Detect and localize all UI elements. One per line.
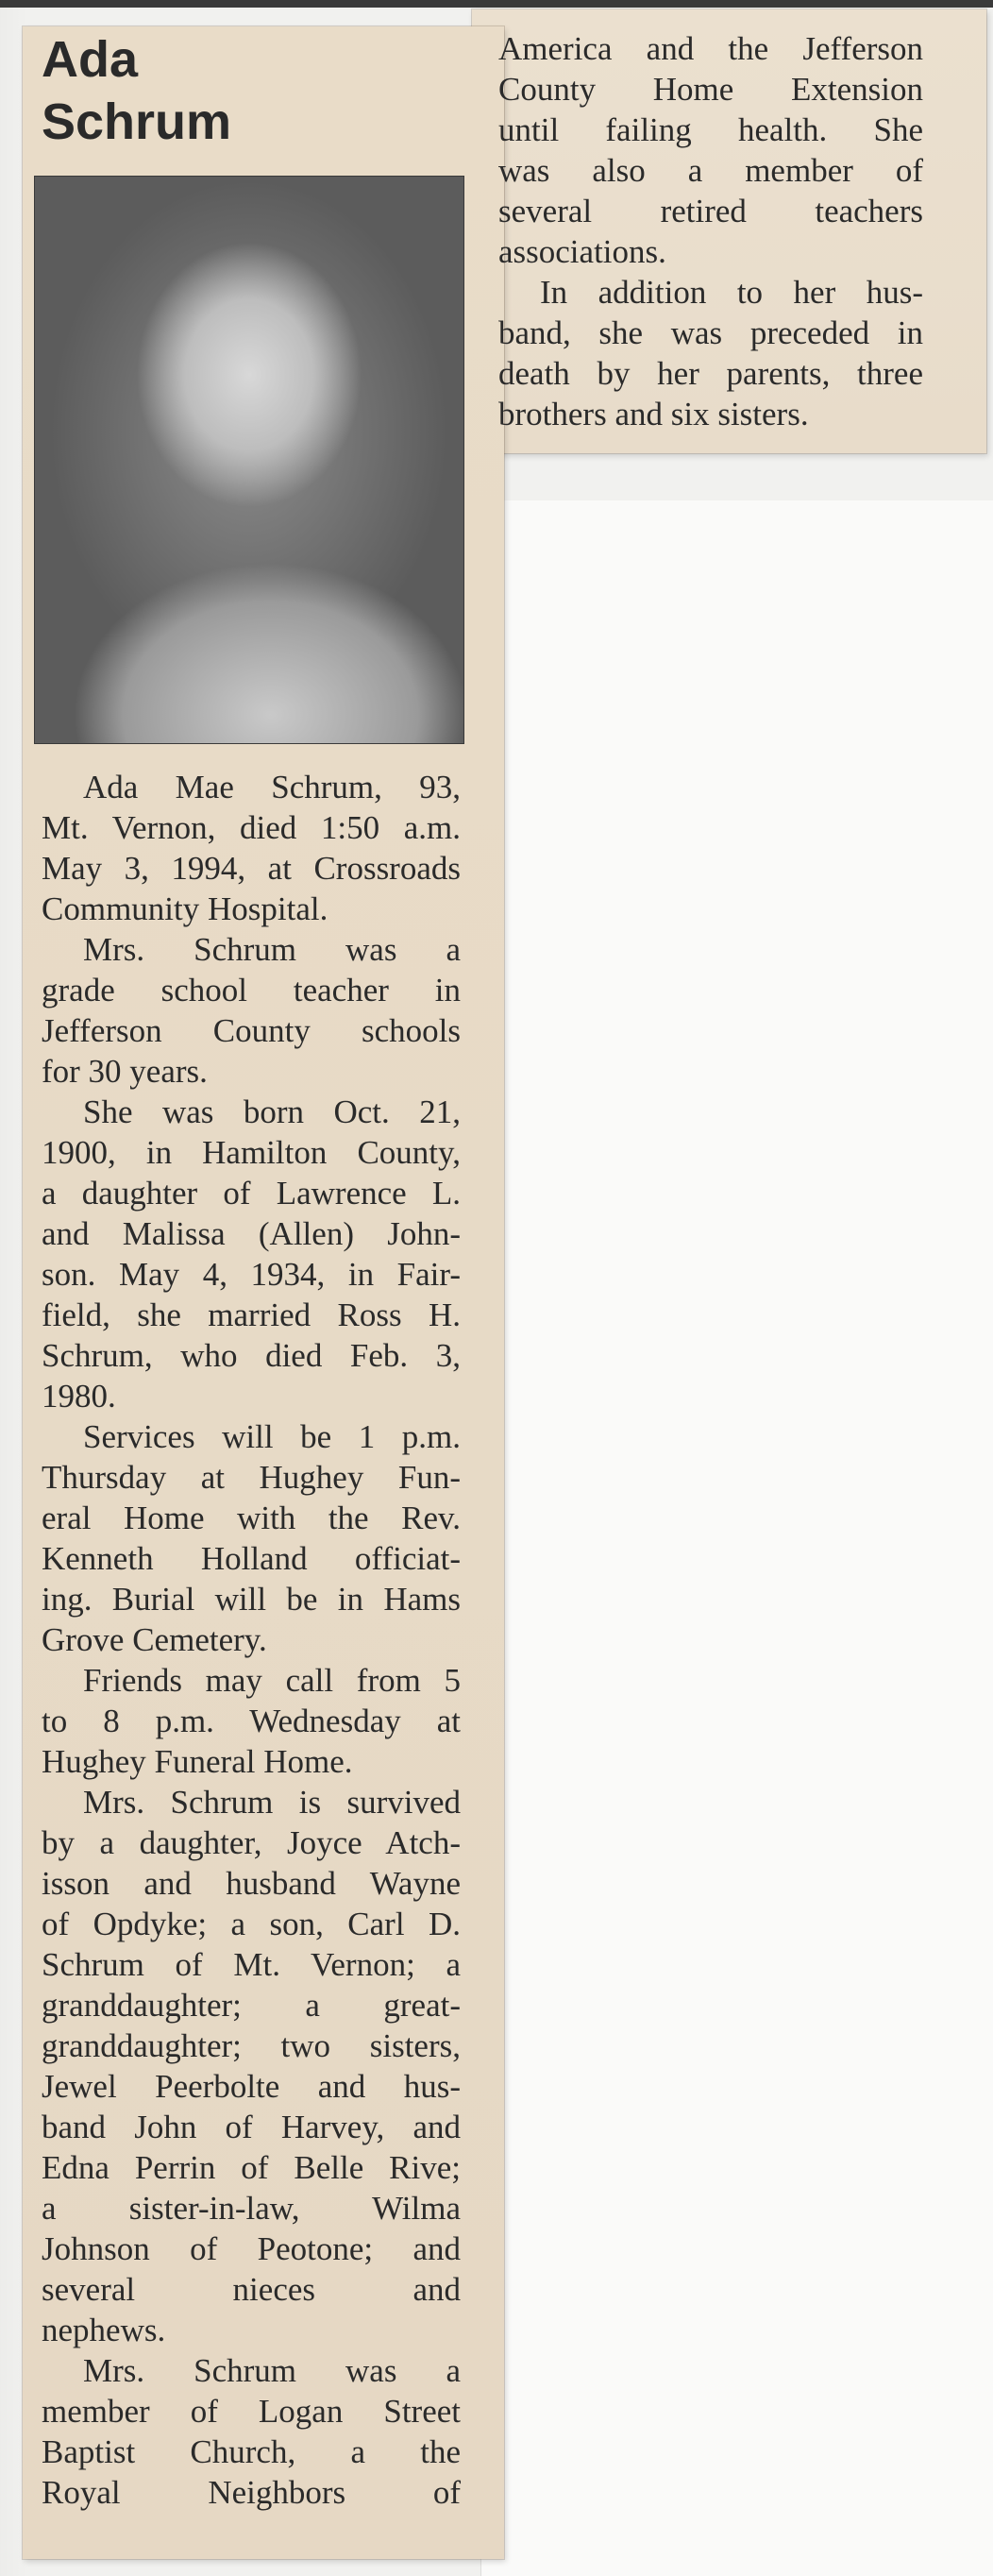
- text-line: field, she married Ross H.: [42, 1296, 461, 1333]
- text-line: and Malissa (Allen) John-: [42, 1215, 461, 1252]
- text-line: Mrs. Schrum was a: [83, 2352, 461, 2389]
- text-line: nephews.: [42, 2312, 166, 2348]
- text-line: Thursday at Hughey Fun-: [42, 1459, 461, 1496]
- text-line: until failing health. She: [498, 111, 923, 148]
- text-line: May 3, 1994, at Crossroads: [42, 850, 461, 887]
- text-line: Hughey Funeral Home.: [42, 1743, 353, 1780]
- text-line: Johnson of Peotone; and: [42, 2230, 461, 2267]
- text-line: isson and husband Wayne: [42, 1865, 461, 1902]
- headline-first-name: Ada: [42, 31, 139, 88]
- text-line: for 30 years.: [42, 1053, 208, 1090]
- backing-paper: [481, 500, 993, 2576]
- headline-last-name: Schrum: [42, 93, 232, 150]
- text-line: granddaughter; two sisters,: [42, 2027, 461, 2064]
- text-line: ing. Burial will be in Hams: [42, 1581, 461, 1618]
- text-line: Royal Neighbors of: [42, 2474, 461, 2511]
- text-line: band, she was preceded in: [498, 314, 923, 351]
- text-line: several nieces and: [42, 2271, 461, 2308]
- text-line: Edna Perrin of Belle Rive;: [42, 2149, 461, 2186]
- text-line: associations.: [498, 233, 666, 270]
- text-line: member of Logan Street: [42, 2393, 461, 2430]
- text-line: Kenneth Holland officiat-: [42, 1540, 461, 1577]
- text-line: grade school teacher in: [42, 972, 461, 1008]
- text-line: a daughter of Lawrence L.: [42, 1175, 461, 1212]
- text-line: eral Home with the Rev.: [42, 1500, 461, 1536]
- text-line: son. May 4, 1934, in Fair-: [42, 1256, 461, 1293]
- text-line: Schrum of Mt. Vernon; a: [42, 1946, 461, 1983]
- text-line: 1900, in Hamilton County,: [42, 1134, 461, 1171]
- text-line: death by her parents, three: [498, 355, 923, 392]
- text-line: was also a member of: [498, 152, 923, 189]
- text-line: America and the Jefferson: [498, 30, 923, 67]
- text-line: band John of Harvey, and: [42, 2109, 461, 2145]
- text-line: Mrs. Schrum was a: [83, 931, 461, 968]
- text-line: In addition to her hus-: [540, 274, 923, 311]
- text-line: of Opdyke; a son, Carl D.: [42, 1906, 461, 1942]
- text-line: 1980.: [42, 1378, 116, 1415]
- obituary-body-left-column: [42, 767, 461, 2513]
- scanner-edge: [0, 0, 993, 8]
- text-line: Ada Mae Schrum, 93,: [83, 769, 461, 805]
- text-line: Services will be 1 p.m.: [83, 1418, 461, 1455]
- portrait-photo-icon: [34, 176, 464, 744]
- text-line: Schrum, who died Feb. 3,: [42, 1337, 461, 1374]
- text-line: Jewel Peerbolte and hus-: [42, 2068, 461, 2105]
- text-line: Grove Cemetery.: [42, 1621, 267, 1658]
- text-line: to 8 p.m. Wednesday at: [42, 1703, 461, 1739]
- text-line: several retired teachers: [498, 193, 923, 229]
- text-line: granddaughter; a great-: [42, 1987, 461, 2024]
- text-line: Baptist Church, a the: [42, 2433, 461, 2470]
- obituary-headline: [42, 28, 231, 153]
- text-line: brothers and six sisters.: [498, 396, 809, 432]
- text-line: Jefferson County schools: [42, 1012, 461, 1049]
- text-line: Friends may call from 5: [83, 1662, 461, 1699]
- text-line: Mt. Vernon, died 1:50 a.m.: [42, 809, 461, 846]
- text-line: Community Hospital.: [42, 890, 328, 927]
- text-line: County Home Extension: [498, 71, 923, 108]
- text-line: Mrs. Schrum is survived: [83, 1784, 461, 1821]
- obituary-body-right-column: [498, 28, 923, 434]
- text-line: a sister-in-law, Wilma: [42, 2190, 461, 2227]
- text-line: She was born Oct. 21,: [83, 1093, 461, 1130]
- text-line: by a daughter, Joyce Atch-: [42, 1824, 461, 1861]
